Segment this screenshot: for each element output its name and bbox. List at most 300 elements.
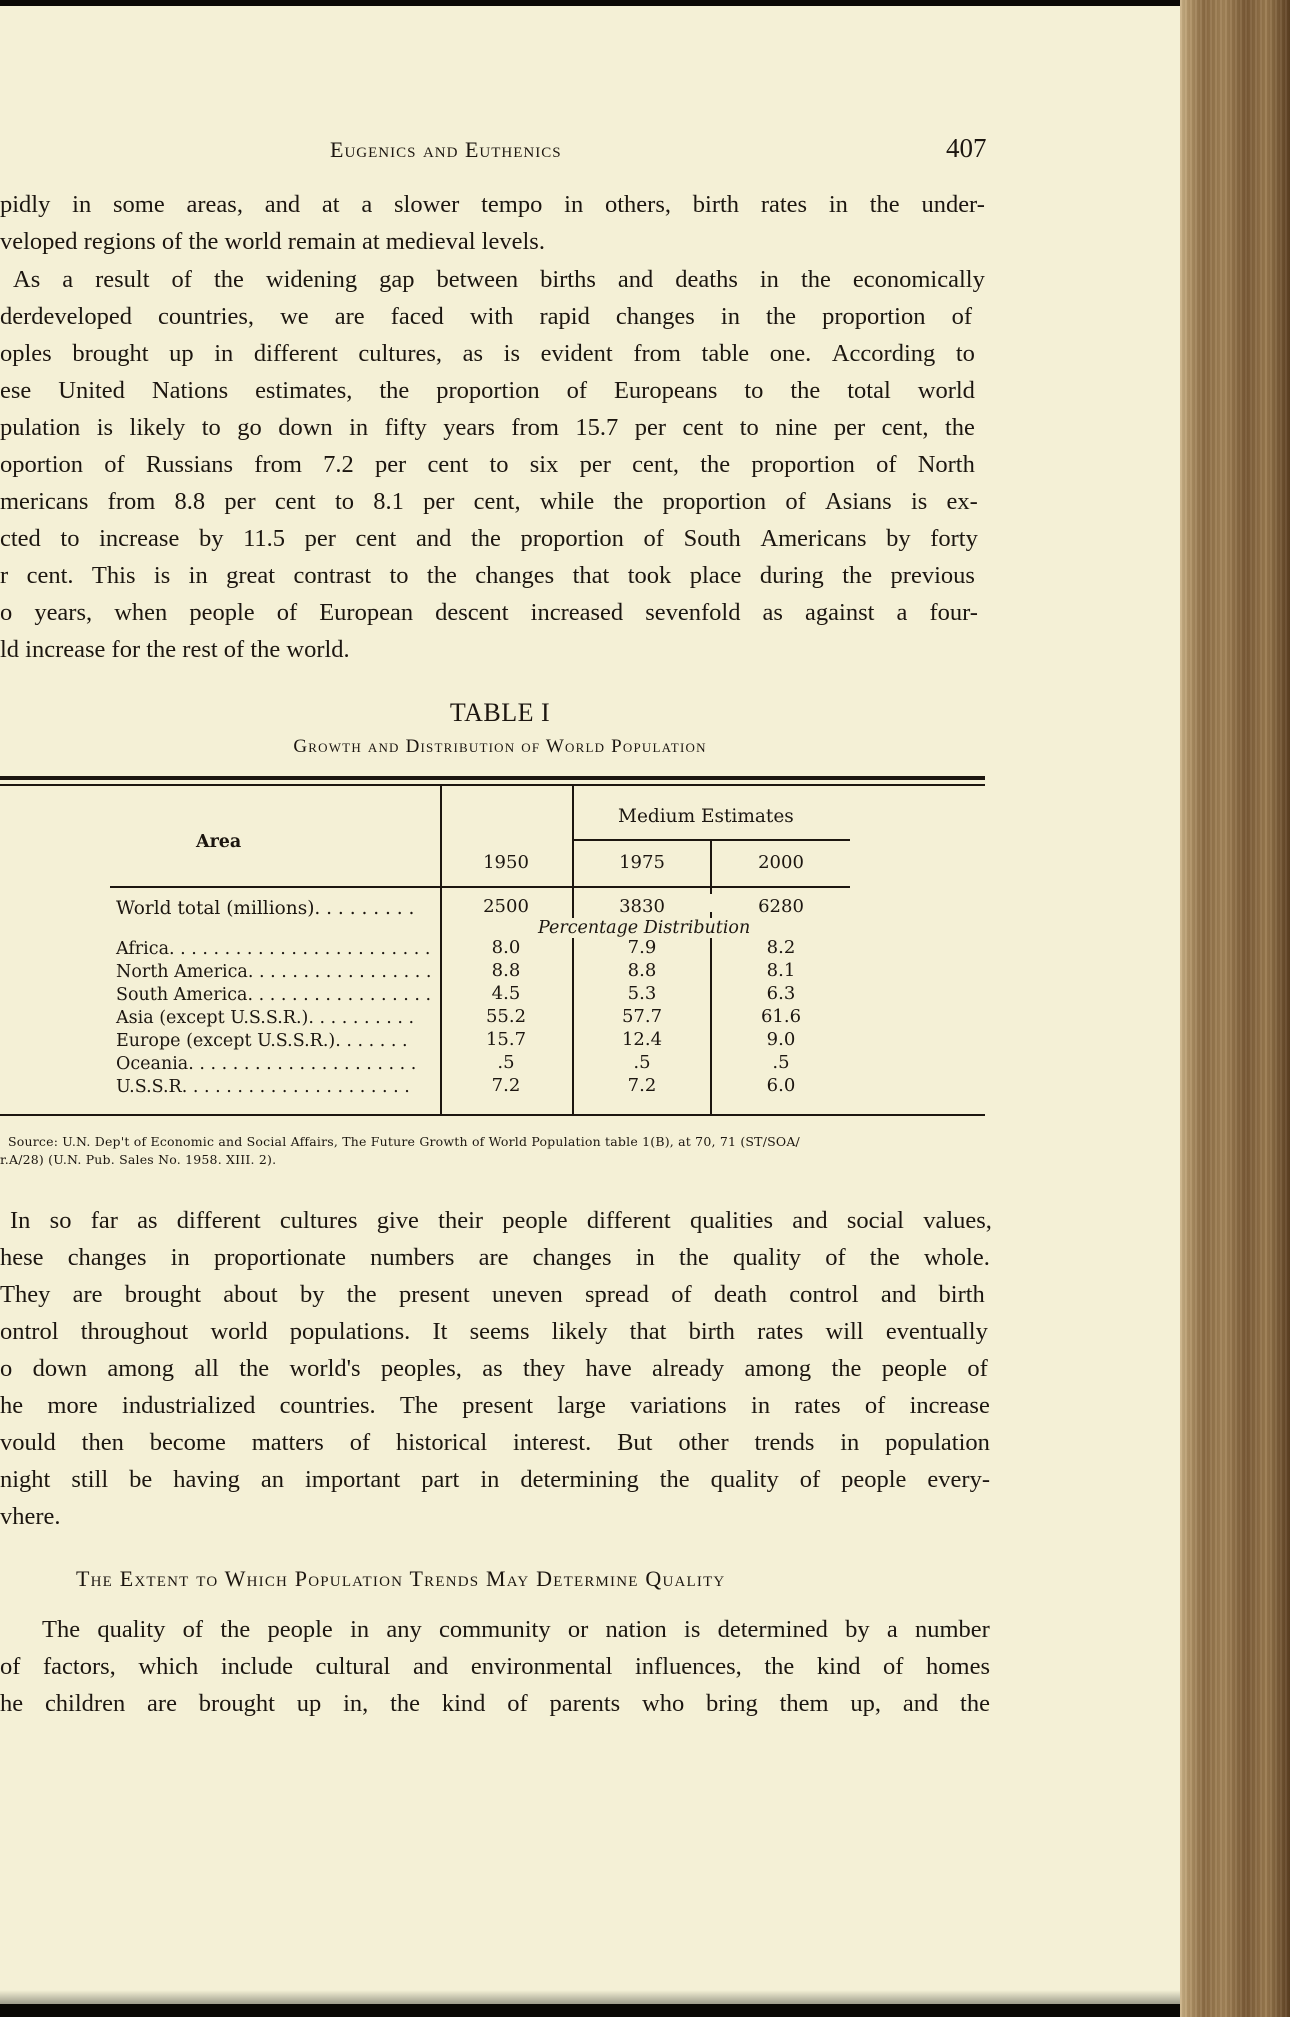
row-value-2000: 8.2: [766, 937, 796, 958]
word: likely: [551, 1318, 608, 1345]
row-label: Oceania. . . . . . . . . . . . . . . . . . . . .: [116, 1054, 417, 1074]
text-line: [0, 1202, 992, 1239]
text-line: [0, 1350, 988, 1387]
word: the: [678, 1244, 709, 1271]
word: proportion: [751, 451, 855, 478]
word: in: [840, 1429, 860, 1456]
word: present: [462, 1392, 534, 1419]
word: determining: [520, 1466, 639, 1493]
word: cultures,: [358, 340, 443, 367]
word: of: [951, 303, 972, 330]
word: during: [759, 562, 824, 589]
word: homes: [926, 1653, 990, 1680]
word: changes: [532, 1244, 612, 1271]
word: the: [426, 562, 457, 589]
word: per: [374, 451, 407, 478]
word: of: [799, 1466, 821, 1493]
word: that: [572, 562, 610, 589]
word: of: [785, 488, 806, 515]
word: North: [917, 451, 975, 478]
word: world: [210, 1318, 268, 1345]
word: 7.2: [323, 451, 354, 478]
word: world: [917, 377, 975, 404]
word: in: [564, 191, 584, 218]
word: go: [237, 414, 262, 441]
word: Russians: [145, 451, 234, 478]
word: hese: [0, 1244, 44, 1271]
word: quality: [710, 1466, 779, 1493]
text-line: [0, 372, 975, 409]
table-title: TABLE I: [449, 698, 551, 727]
word: of: [876, 451, 897, 478]
word: changes: [615, 303, 695, 330]
text-line: [0, 1685, 990, 1722]
word: people: [502, 1207, 568, 1234]
world-total-label: World total (millions). . . . . . . . .: [116, 898, 415, 919]
word: in: [759, 266, 779, 293]
word: per: [833, 414, 866, 441]
word: This: [91, 562, 136, 589]
word: are: [334, 303, 365, 330]
word: from: [107, 488, 156, 515]
word: tempo: [481, 191, 543, 218]
word: among: [744, 1355, 812, 1382]
word: kind: [441, 1690, 486, 1717]
row-value-1975: 7.9: [627, 937, 657, 958]
word: more: [47, 1392, 98, 1419]
word: have: [585, 1355, 632, 1382]
word: proportion: [822, 303, 926, 330]
word: night: [0, 1466, 51, 1493]
word: become: [149, 1429, 226, 1456]
word: throughout: [80, 1318, 189, 1345]
word: the: [239, 1355, 270, 1382]
word: the: [220, 1616, 251, 1643]
text-line: ld increase for the rest of the world.: [0, 636, 350, 663]
word: quality: [733, 1244, 802, 1271]
word: from: [511, 414, 559, 441]
text-line: [0, 186, 985, 223]
word: to: [955, 340, 975, 367]
word: deaths: [675, 266, 738, 293]
row-value-1950: 8.8: [491, 960, 521, 981]
word: countries.: [279, 1392, 376, 1419]
row-label: North America. . . . . . . . . . . . . . . . .: [116, 962, 432, 982]
word: to: [201, 414, 221, 441]
word: to: [739, 414, 759, 441]
word: oportion: [0, 451, 84, 478]
word: the: [390, 1690, 421, 1717]
row-label: U.S.S.R. . . . . . . . . . . . . . . . . . . . .: [116, 1077, 410, 1097]
word: in: [349, 414, 369, 441]
word: the: [213, 266, 244, 293]
word: and: [880, 1281, 917, 1308]
header-2000: 2000: [758, 852, 804, 873]
word: cent: [274, 488, 316, 515]
word: slower: [394, 191, 460, 218]
word: to: [489, 451, 509, 478]
word: the: [842, 562, 873, 589]
word: to: [744, 377, 764, 404]
word: of: [671, 1281, 692, 1308]
word: are: [147, 1690, 177, 1717]
word: up: [169, 340, 194, 367]
word: South: [683, 525, 741, 552]
world-total-1950: 2500: [483, 896, 529, 917]
word: the: [764, 1653, 795, 1680]
word: pidly: [0, 191, 51, 218]
word: of: [104, 451, 125, 478]
word: the: [659, 1466, 690, 1493]
paragraph-1: [0, 186, 1000, 260]
word: social: [846, 1207, 904, 1234]
word: in: [751, 1392, 771, 1419]
text-line: [0, 298, 972, 335]
word: present: [398, 1281, 470, 1308]
word: that: [629, 1318, 667, 1345]
word: The: [42, 1616, 81, 1643]
word: others,: [605, 191, 671, 218]
population-table: [0, 776, 990, 1126]
text-line: [0, 1239, 990, 1276]
word: as: [462, 340, 484, 367]
word: every-: [927, 1466, 990, 1493]
word: cent,: [881, 414, 929, 441]
word: their: [438, 1207, 484, 1234]
text-line: [0, 520, 978, 557]
word: any: [386, 1616, 422, 1643]
word: birth: [692, 191, 740, 218]
word: we: [280, 303, 309, 330]
word: will: [825, 1318, 864, 1345]
paragraph-2: [0, 261, 1000, 668]
word: of: [276, 599, 298, 626]
word: as: [137, 1207, 158, 1234]
word: people: [881, 1355, 948, 1382]
word: among: [107, 1355, 175, 1382]
word: to: [334, 488, 355, 515]
word: in: [170, 1244, 190, 1271]
row-value-1950: 7.2: [491, 1075, 521, 1096]
word: down: [32, 1355, 88, 1382]
word: ese: [0, 377, 32, 404]
word: by: [198, 525, 224, 552]
word: cultural: [315, 1653, 391, 1680]
word: a: [886, 1616, 898, 1643]
word: mericans: [0, 488, 89, 515]
word: in: [188, 562, 208, 589]
word: But: [617, 1429, 653, 1456]
word: influences,: [634, 1653, 742, 1680]
word: rapid: [539, 303, 590, 330]
word: and: [792, 1207, 828, 1234]
word: factors,: [43, 1653, 116, 1680]
page-number: 407: [946, 133, 987, 163]
word: by: [845, 1616, 870, 1643]
word: an: [260, 1466, 285, 1493]
word: European: [319, 599, 414, 626]
paragraph-4: [0, 1611, 1000, 1722]
word: the: [766, 303, 796, 330]
row-value-2000: 8.1: [766, 960, 796, 981]
row-value-2000: 6.0: [766, 1075, 796, 1096]
row-value-1975: .5: [633, 1052, 651, 1073]
row-value-2000: 61.6: [760, 1006, 802, 1027]
row-value-1950: 4.5: [491, 983, 521, 1004]
word: per: [579, 451, 611, 478]
word: people: [267, 1616, 333, 1643]
word: rates: [760, 191, 808, 218]
word: ex-: [946, 488, 978, 515]
word: the: [470, 525, 501, 552]
word: of: [864, 1392, 886, 1419]
word: per: [423, 488, 455, 515]
word: already: [652, 1355, 725, 1382]
word: when: [114, 599, 168, 626]
word: cent,: [632, 451, 680, 478]
word: fifty: [384, 414, 427, 441]
word: determined: [717, 1616, 828, 1643]
paragraph-3: [0, 1202, 1000, 1535]
word: birth: [938, 1281, 985, 1308]
word: per: [304, 525, 336, 552]
word: them: [779, 1690, 829, 1717]
word: matters: [251, 1429, 324, 1456]
word: community: [439, 1616, 551, 1643]
word: Asians: [825, 488, 892, 515]
word: ontrol: [0, 1318, 59, 1345]
word: 11.5: [243, 525, 286, 552]
word: a: [896, 599, 908, 626]
word: The: [399, 1392, 438, 1419]
word: with: [469, 303, 514, 330]
word: the: [869, 1244, 900, 1271]
header-subrule: [574, 839, 850, 841]
word: cent,: [473, 488, 521, 515]
table-top-rule-thin: [0, 784, 985, 786]
word: bring: [706, 1690, 758, 1717]
word: down: [278, 414, 333, 441]
text-line: [0, 261, 985, 298]
word: having: [173, 1466, 240, 1493]
word: cent: [355, 525, 397, 552]
word: give: [376, 1207, 419, 1234]
running-title: Eugenics and Euthenics: [330, 137, 562, 162]
word: which: [138, 1653, 199, 1680]
word: per: [634, 414, 667, 441]
word: far: [90, 1207, 118, 1234]
word: from: [633, 340, 681, 367]
word: of: [883, 1653, 904, 1680]
row-label: South America. . . . . . . . . . . . . . . . .: [116, 985, 432, 1005]
word: and: [617, 266, 654, 293]
text-line: veloped regions of the world remain at medieval levels.: [0, 228, 545, 255]
word: gap: [379, 266, 415, 293]
word: place: [689, 562, 742, 589]
word: in: [828, 191, 848, 218]
word: the: [379, 377, 410, 404]
word: o: [0, 1355, 13, 1382]
row-label: Africa. . . . . . . . . . . . . . . . . . . . . . . .: [116, 939, 431, 959]
word: vould: [0, 1429, 56, 1456]
word: changes: [475, 562, 555, 589]
word: different: [253, 340, 338, 367]
word: of: [182, 1616, 204, 1643]
word: all: [194, 1355, 219, 1382]
text-line: [0, 557, 975, 594]
row-value-1950: .5: [497, 1052, 515, 1073]
word: people: [189, 599, 255, 626]
word: birth: [688, 1318, 735, 1345]
word: proportionate: [213, 1244, 346, 1271]
word: or: [567, 1616, 589, 1643]
word: so: [49, 1207, 72, 1234]
row-label: Europe (except U.S.S.R.). . . . . . .: [116, 1031, 408, 1051]
word: As: [13, 266, 41, 293]
word: people: [841, 1466, 907, 1493]
word: quality: [97, 1616, 166, 1643]
word: result: [95, 266, 150, 293]
table-caption: [0, 698, 1000, 758]
word: six: [529, 451, 559, 478]
word: and: [264, 191, 301, 218]
word: brought: [124, 1281, 202, 1308]
word: proportion: [520, 525, 624, 552]
word: rates: [794, 1392, 841, 1419]
word: of: [825, 1244, 846, 1271]
text-line: [0, 335, 975, 372]
word: under-: [921, 191, 985, 218]
word: trends: [754, 1429, 815, 1456]
word: about: [223, 1281, 278, 1308]
word: took: [627, 562, 672, 589]
source-line: r.A/28) (U.N. Pub. Sales No. 1958. XIII. 2).: [0, 1152, 277, 1167]
word: of: [566, 377, 588, 404]
word: the: [831, 1355, 862, 1382]
word: is: [910, 488, 928, 515]
running-head: [0, 133, 1000, 169]
word: years: [443, 414, 495, 441]
row-value-2000: 6.3: [766, 983, 796, 1004]
word: as: [762, 599, 783, 626]
word: proportion: [436, 377, 540, 404]
word: are: [72, 1281, 103, 1308]
word: some: [113, 191, 165, 218]
word: uneven: [491, 1281, 563, 1308]
word: 8.8: [174, 488, 206, 515]
word: world's: [289, 1355, 361, 1382]
word: cent: [427, 451, 469, 478]
word: parents: [549, 1690, 621, 1717]
word: against: [805, 599, 875, 626]
word: qualities: [689, 1207, 773, 1234]
header-1950: 1950: [483, 852, 529, 873]
word: in: [350, 1616, 370, 1643]
section-heading: The Extent to Which Population Trends May Determine Quality: [76, 1566, 726, 1591]
text-line: [0, 1611, 990, 1648]
word: the: [800, 266, 831, 293]
word: and: [412, 1653, 449, 1680]
word: sevenfold: [645, 599, 741, 626]
word: still: [71, 1466, 109, 1493]
header-1975: 1975: [619, 852, 665, 873]
word: Europeans: [613, 377, 718, 404]
word: a: [361, 191, 373, 218]
word: peoples,: [380, 1355, 462, 1382]
word: nation: [605, 1616, 667, 1643]
text-line: [0, 594, 978, 631]
word: the: [869, 191, 900, 218]
text-line: vhere.: [0, 1503, 61, 1530]
word: previous: [890, 562, 975, 589]
word: whole.: [923, 1244, 990, 1271]
word: of: [507, 1690, 528, 1717]
text-line: [0, 1313, 988, 1350]
word: seems: [469, 1318, 530, 1345]
word: he: [0, 1690, 24, 1717]
word: r: [0, 562, 9, 589]
word: values,: [923, 1207, 992, 1234]
word: According: [831, 340, 936, 367]
word: then: [81, 1429, 124, 1456]
word: 8.1: [373, 488, 404, 515]
word: death: [713, 1281, 767, 1308]
word: nine: [775, 414, 818, 441]
percentage-distribution-label: Percentage Distribution: [538, 918, 751, 938]
word: and: [902, 1690, 939, 1717]
world-total-2000: 6280: [758, 896, 804, 917]
word: he: [0, 1392, 24, 1419]
text-line: [0, 446, 975, 483]
word: they: [522, 1355, 566, 1382]
word: total: [847, 377, 891, 404]
word: is: [503, 340, 521, 367]
word: of: [0, 1653, 21, 1680]
word: in: [480, 1466, 500, 1493]
word: and: [415, 525, 452, 552]
word: forty: [930, 525, 978, 552]
word: in: [72, 191, 92, 218]
word: environmental: [470, 1653, 613, 1680]
word: number: [914, 1616, 990, 1643]
row-value-1975: 12.4: [621, 1029, 663, 1050]
row-value-1975: 5.3: [627, 983, 657, 1004]
word: in: [720, 303, 740, 330]
word: are: [478, 1244, 509, 1271]
table-source-note: [0, 1133, 1020, 1169]
header-bottom-rule: [110, 886, 850, 888]
row-value-1975: 7.2: [627, 1075, 657, 1096]
word: likely: [129, 414, 186, 441]
row-value-2000: .5: [772, 1052, 790, 1073]
word: pulation: [0, 414, 81, 441]
text-line: [0, 1276, 985, 1313]
text-line: [0, 483, 978, 520]
word: to: [60, 525, 80, 552]
word: the: [960, 1690, 990, 1717]
word: increase: [99, 525, 180, 552]
word: widening: [265, 266, 358, 293]
word: table: [701, 340, 750, 367]
word: economically: [852, 266, 985, 293]
word: other: [678, 1429, 729, 1456]
row-value-1950: 55.2: [485, 1006, 527, 1027]
word: who: [642, 1690, 685, 1717]
word: cent.: [26, 562, 74, 589]
word: In: [10, 1207, 31, 1234]
row-value-2000: 9.0: [766, 1029, 796, 1050]
word: to: [389, 562, 409, 589]
